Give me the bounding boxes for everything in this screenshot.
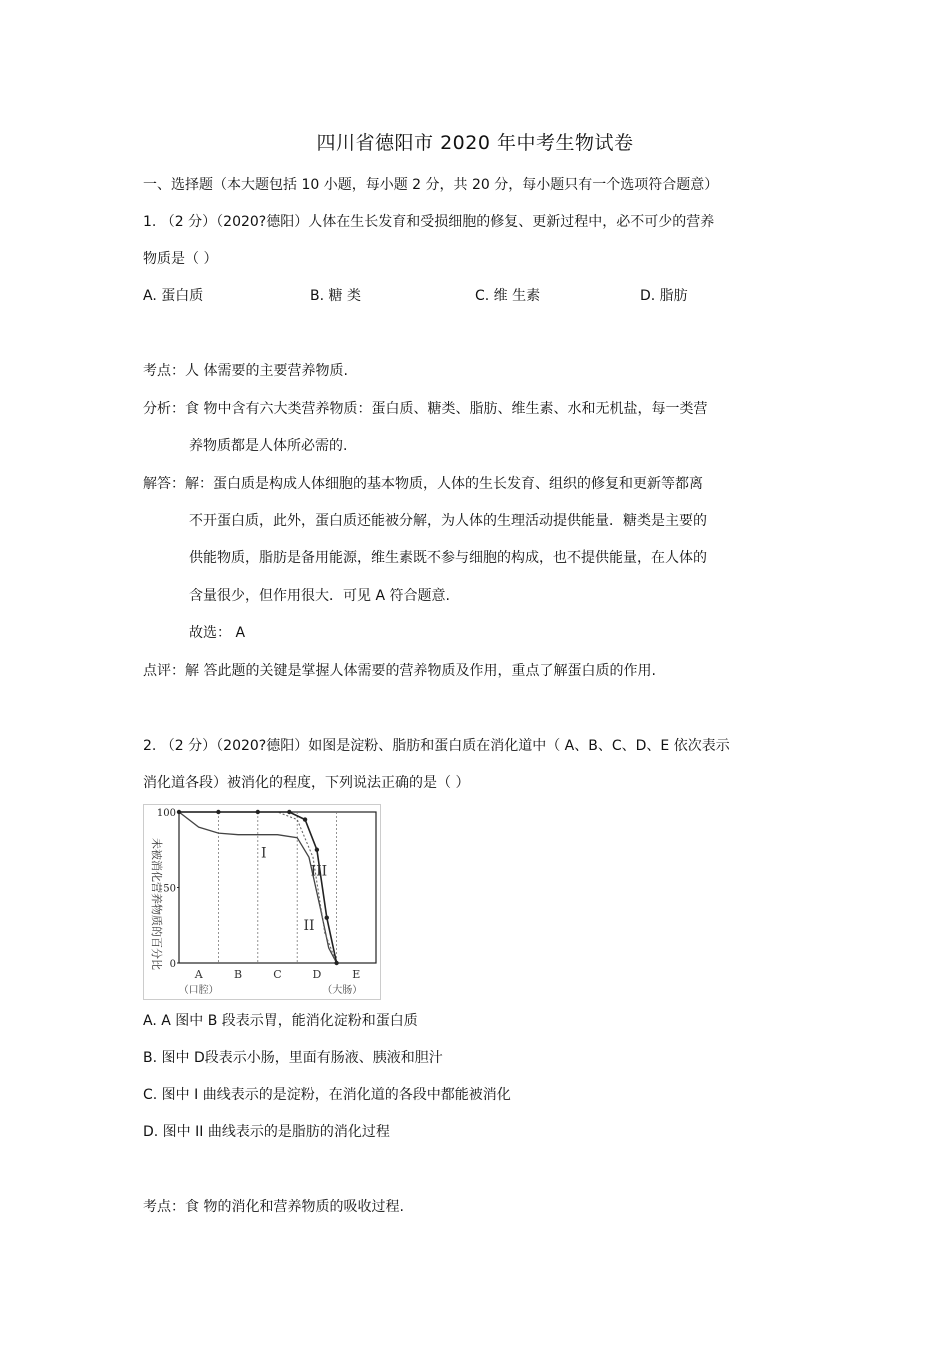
x-segment-label: B	[234, 968, 243, 981]
y-tick-label: 50	[163, 883, 176, 895]
curve-label-iii: III	[310, 863, 328, 880]
q1-stem-line2: 物质是（ ）	[143, 251, 218, 267]
x-segment-label: C	[273, 968, 282, 981]
q1-jieda-1: 解答：解：蛋白质是构成人体细胞的基本物质，人体的生长发育、组织的修复和更新等都离	[143, 476, 703, 492]
q1-fenxi-2: 养物质都是人体所必需的.	[189, 438, 348, 454]
q2-stem-line2: 消化道各段）被消化的程度，下列说法正确的是（ ）	[143, 775, 470, 791]
q1-jieda-3: 供能物质，脂肪是备用能源，维生素既不参与细胞的构成，也不提供能量，在人体的	[189, 550, 707, 566]
q1-fenxi-1: 分析：食 物中含有六大类营养物质：蛋白质、糖类、脂肪、维生素、水和无机盐，每一类营	[143, 401, 708, 417]
q1-jieda-4: 含量很少，但作用很大．可见 A 符合题意.	[189, 588, 450, 604]
x-segment-label: D	[312, 968, 322, 981]
q1-jieda-5: 故选： A	[189, 625, 246, 641]
q1-option-b: B. 糖 类	[310, 288, 361, 304]
q2-option-a: A. A 图中 B 段表示胃，能消化淀粉和蛋白质	[143, 1013, 418, 1029]
x-segment-label: E	[352, 968, 361, 981]
page-title: 四川省德阳市 2020 年中考生物试卷	[316, 132, 634, 154]
curve-label-ii: II	[303, 917, 315, 934]
digestion-chart	[143, 804, 381, 1000]
q1-jieda-2: 不开蛋白质，此外，蛋白质还能被分解，为人体的生理活动提供能量．糖类是主要的	[189, 513, 707, 529]
q1-dianping: 点评：解 答此题的关键是掌握人体需要的营养物质及作用，重点了解蛋白质的作用.	[143, 663, 656, 679]
q2-kaodian: 考点：食 物的消化和营养物质的吸收过程.	[143, 1199, 404, 1215]
q2-stem-line1: 2. （2 分）（2020?德阳）如图是淀粉、脂肪和蛋白质在消化道中（ A、B、C、D、E 依次表示	[143, 738, 730, 754]
x-segment-label: A	[194, 968, 203, 981]
y-axis-label: 未被消化营养物质的百分比	[150, 838, 163, 970]
y-tick-label: 0	[169, 959, 176, 970]
q2-option-d: D. 图中 II 曲线表示的是脂肪的消化过程	[143, 1124, 390, 1140]
curve-point	[256, 810, 260, 814]
curve-point	[325, 916, 329, 920]
curve-point	[303, 817, 307, 821]
q1-option-a: A. 蛋白质	[143, 288, 204, 304]
q2-option-b: B. 图中 D段表示小肠，里面有肠液、胰液和胆汁	[143, 1050, 443, 1066]
q1-kaodian: 考点：人 体需要的主要营养物质.	[143, 363, 348, 379]
curve-point	[177, 810, 181, 814]
q1-option-d: D. 脂肪	[640, 288, 688, 304]
curve-label-i: I	[260, 845, 267, 862]
q1-stem-line1: 1. （2 分）（2020?德阳）人体在生长发育和受损细胞的修复、更新过程中，必不可少的营养	[143, 214, 715, 230]
curve-point	[216, 810, 220, 814]
section-heading: 一、选择题（本大题包括 10 小题，每小题 2 分，共 20 分，每小题只有一个选项符合题意）	[143, 177, 719, 193]
x-sublabel-large-intestine: （大肠）	[322, 985, 363, 996]
q2-option-c: C. 图中 I 曲线表示的是淀粉，在消化道的各段中都能被消化	[143, 1087, 511, 1103]
q1-option-c: C. 维 生素	[475, 288, 541, 304]
y-tick-label: 100	[156, 808, 176, 819]
curve-point	[287, 810, 291, 814]
x-sublabel-mouth: （口腔）	[178, 985, 219, 996]
curve-point	[315, 848, 319, 852]
curve-point	[334, 961, 338, 965]
